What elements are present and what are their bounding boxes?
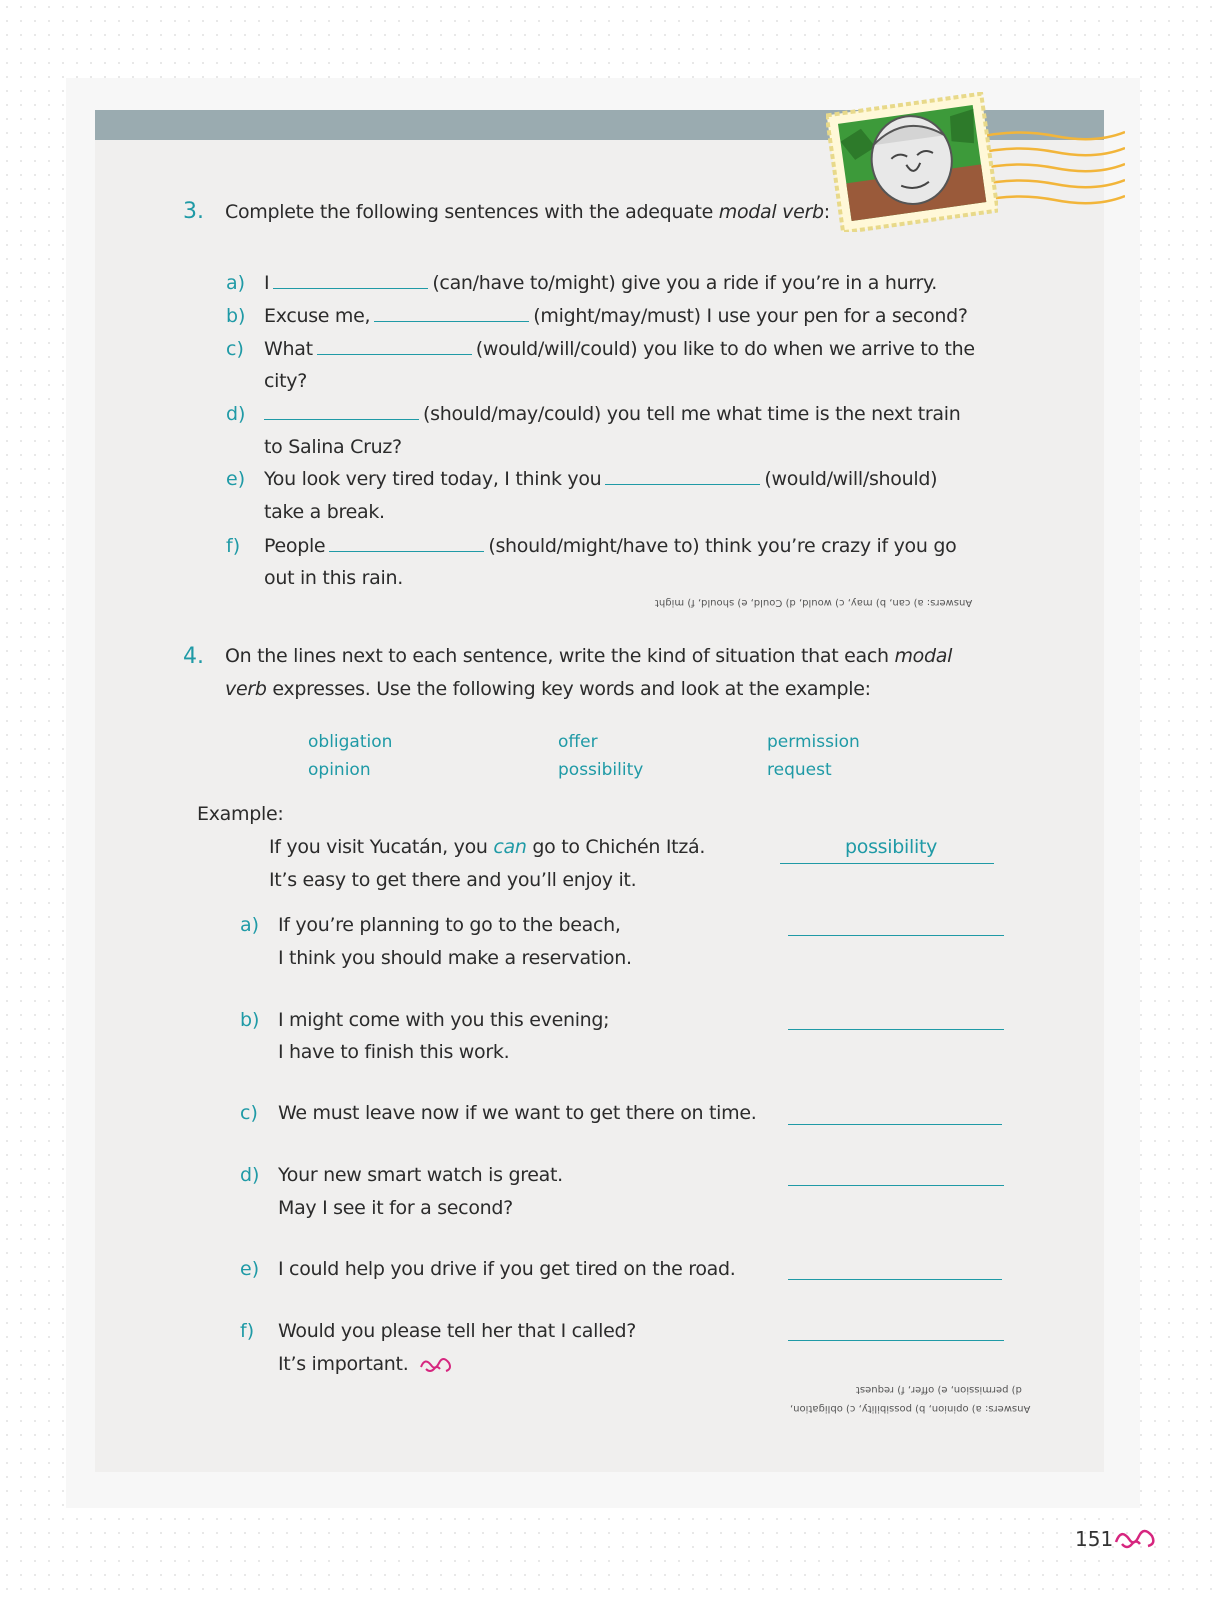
exercise-4-item-e-line1: I could help you drive if you get tired on the road. xyxy=(278,1258,736,1280)
exercise-3-item-c-continuation: city? xyxy=(264,370,308,392)
exercise-3-item-marker: c) xyxy=(226,338,244,360)
exercise-4-item-d-line2: May I see it for a second? xyxy=(278,1197,513,1219)
example-sentence-line1: If you visit Yucatán, you can go to Chichén Itzá. xyxy=(269,836,706,858)
ornament-icon xyxy=(418,1355,454,1375)
page-number: 151 xyxy=(1075,1527,1114,1551)
keyword: permission xyxy=(767,732,860,752)
answer-blank[interactable] xyxy=(374,305,529,322)
exercise-3-instruction: Complete the following sentences with the adequate modal verb: xyxy=(225,201,830,223)
answer-line[interactable] xyxy=(788,1279,1002,1280)
example-sentence-line2: It’s easy to get there and you’ll enjoy it. xyxy=(269,869,637,891)
keyword: offer xyxy=(558,732,598,752)
exercise-3-item-e-continuation: take a break. xyxy=(264,501,385,523)
olmec-head-stamp-icon xyxy=(826,92,998,232)
exercise-4-item-a-line2: I think you should make a reservation. xyxy=(278,947,632,969)
answer-blank[interactable] xyxy=(273,272,428,289)
exercise-4-number: 4. xyxy=(183,644,204,669)
exercise-4-item-b-line2: I have to finish this work. xyxy=(278,1041,510,1063)
exercise-4-item-marker: c) xyxy=(240,1102,258,1124)
exercise-4-instruction-line1: On the lines next to each sentence, write the kind of situation that each modal xyxy=(225,645,953,667)
exercise-4-item-f-line1: Would you please tell her that I called? xyxy=(278,1320,637,1342)
exercise-4-instruction-line2: verb expresses. Use the following key words and look at the example: xyxy=(225,678,871,700)
exercise-3-item-b: Excuse me, (might/may/must) I use your pen for a second? xyxy=(264,305,968,327)
exercise-3-item-f-continuation: out in this rain. xyxy=(264,567,403,589)
answer-line[interactable] xyxy=(788,1029,1004,1030)
answer-line[interactable] xyxy=(788,1124,1002,1125)
exercise-4-item-c-line1: We must leave now if we want to get there on time. xyxy=(278,1102,757,1124)
answer-blank[interactable] xyxy=(264,403,419,420)
exercise-3-item-c: What (would/will/could) you like to do when we arrive to the xyxy=(264,338,975,360)
exercise-3-item-marker: e) xyxy=(226,468,246,490)
example-answer: possibility xyxy=(845,836,938,858)
exercise-4-item-marker: a) xyxy=(240,914,260,936)
answer-blank[interactable] xyxy=(329,535,484,552)
keyword: obligation xyxy=(308,732,393,752)
exercise-4-item-a-line1: If you’re planning to go to the beach, xyxy=(278,914,621,936)
exercise-4-answers-line2: d) permission, e) offer, f) request xyxy=(856,1384,1022,1395)
exercise-4-answers-line1: Answers: a) opinion, b) possibility, c) obligation, xyxy=(790,1403,1031,1414)
answer-line[interactable] xyxy=(788,1340,1004,1341)
exercise-3-item-d-continuation: to Salina Cruz? xyxy=(264,436,402,458)
exercise-4-item-marker: f) xyxy=(240,1320,255,1342)
exercise-3-item-marker: b) xyxy=(226,305,246,327)
exercise-4-item-marker: b) xyxy=(240,1009,260,1031)
exercise-4-item-d-line1: Your new smart watch is great. xyxy=(278,1164,563,1186)
exercise-3-item-d: (should/may/could) you tell me what time is the next train xyxy=(264,403,960,425)
exercise-3-answers: Answers: a) can, b) may, c) would, d) Could, e) should, f) might xyxy=(655,597,973,608)
exercise-4-item-b-line1: I might come with you this evening; xyxy=(278,1009,610,1031)
exercise-3-item-marker: d) xyxy=(226,403,246,425)
answer-blank[interactable] xyxy=(317,338,472,355)
exercise-4-item-marker: d) xyxy=(240,1164,260,1186)
exercise-4-item-f-line2: It’s important. xyxy=(278,1353,454,1375)
keyword: opinion xyxy=(308,760,371,780)
answer-blank[interactable] xyxy=(605,468,760,485)
example-answer-line xyxy=(780,863,994,864)
keyword: request xyxy=(767,760,832,780)
ornament-icon xyxy=(1112,1526,1158,1552)
example-label: Example: xyxy=(197,803,284,825)
answer-line[interactable] xyxy=(788,1185,1004,1186)
exercise-3-number: 3. xyxy=(183,199,204,224)
exercise-3-item-a: I (can/have to/might) give you a ride if you’re in a hurry. xyxy=(264,272,937,294)
exercise-3-item-marker: f) xyxy=(226,535,241,557)
exercise-3-item-e: You look very tired today, I think you (would/will/should) xyxy=(264,468,938,490)
answer-line[interactable] xyxy=(788,935,1004,936)
exercise-4-item-marker: e) xyxy=(240,1258,260,1280)
exercise-3-item-f: People (should/might/have to) think you’re crazy if you go xyxy=(264,535,957,557)
exercise-3-item-marker: a) xyxy=(226,272,246,294)
keyword: possibility xyxy=(558,760,644,780)
